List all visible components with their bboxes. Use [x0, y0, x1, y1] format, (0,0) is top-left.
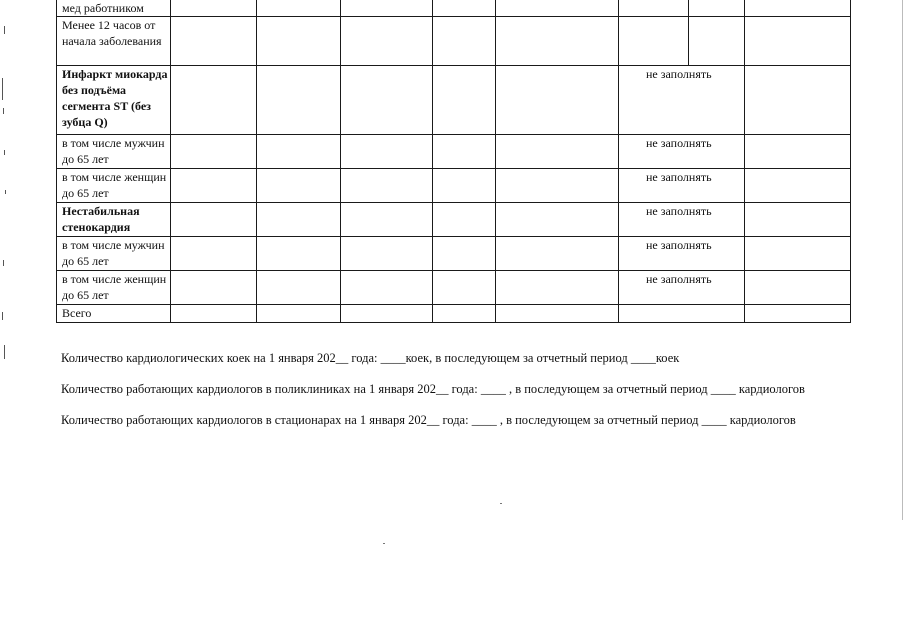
statistics-table [56, 0, 851, 323]
table-cell [745, 66, 851, 135]
table-cell [433, 271, 496, 305]
table-cell [619, 305, 745, 323]
table-cell [257, 135, 341, 169]
table-cell [257, 237, 341, 271]
table-row [57, 0, 851, 17]
table-cell [745, 135, 851, 169]
scan-artifact [500, 503, 502, 504]
scan-artifact [2, 78, 3, 100]
table-cell [257, 17, 341, 66]
table-cell [619, 17, 689, 66]
table-cell [433, 66, 496, 135]
table-cell [171, 135, 257, 169]
row-label: Инфаркт миокарда без подъёма сегмента ST (без зубца Q) [57, 66, 171, 135]
table-cell [341, 135, 433, 169]
table-cell [433, 17, 496, 66]
table-row [57, 237, 851, 271]
table-cell [689, 0, 745, 17]
table-cell [496, 66, 619, 135]
inpatient-cardiologists-statement: Количество работающих кардиологов в стационарах на 1 января 202__ года: ____ , в последующем за отчетный период ____ кардиологов [61, 413, 796, 427]
table-cell [745, 305, 851, 323]
table-row [57, 169, 851, 203]
scan-artifact [4, 345, 5, 359]
not-fill-note: не заполнять [619, 271, 745, 305]
table-cell [496, 0, 619, 17]
table-row [57, 135, 851, 169]
not-fill-note: не заполнять [619, 237, 745, 271]
table-cell [341, 169, 433, 203]
table-cell [496, 271, 619, 305]
outpatient-cardiologists-statement: Количество работающих кардиологов в поликлиниках на 1 января 202__ года: ____ , в последующем за отчетный период ____ кардиологов [61, 382, 805, 396]
table-cell [496, 135, 619, 169]
table-cell [496, 237, 619, 271]
table-cell [745, 169, 851, 203]
scan-artifact [5, 190, 6, 194]
table-cell [433, 0, 496, 17]
scan-artifact [2, 312, 3, 320]
table-cell [496, 203, 619, 237]
table-cell [341, 271, 433, 305]
table-cell [745, 271, 851, 305]
row-label: в том числе мужчин до 65 лет [57, 135, 171, 169]
table-cell [496, 17, 619, 66]
table-cell [745, 203, 851, 237]
not-fill-note: не заполнять [619, 203, 745, 237]
row-label: в том числе женщин до 65 лет [57, 169, 171, 203]
scan-artifact [4, 150, 5, 155]
scan-artifact [383, 543, 385, 544]
scan-edge [902, 0, 903, 520]
table-cell [171, 17, 257, 66]
row-label: Менее 12 часов от начала заболевания [57, 17, 171, 66]
table-row [57, 203, 851, 237]
beds-count-statement: Количество кардиологических коек на 1 января 202__ года: ____коек, в последующем за отчетный период ____коек [61, 351, 680, 365]
table-cell [171, 237, 257, 271]
table-cell [433, 203, 496, 237]
table-row [57, 305, 851, 323]
table-cell [257, 305, 341, 323]
table-cell [257, 0, 341, 17]
table-cell [171, 0, 257, 17]
table-cell [341, 237, 433, 271]
not-fill-note: не заполнять [619, 66, 745, 135]
table-cell [171, 66, 257, 135]
table-cell [171, 271, 257, 305]
row-label: мед работником [57, 0, 171, 17]
table-cell [689, 17, 745, 66]
table-cell [257, 203, 341, 237]
scan-artifact [3, 260, 4, 266]
table-cell [171, 169, 257, 203]
table-row [57, 66, 851, 135]
table-cell [619, 0, 689, 17]
table-cell [433, 305, 496, 323]
not-fill-note: не заполнять [619, 169, 745, 203]
table-cell [341, 17, 433, 66]
table-cell [171, 305, 257, 323]
table-cell [257, 169, 341, 203]
table-cell [433, 237, 496, 271]
not-fill-note: не заполнять [619, 135, 745, 169]
table-cell [433, 135, 496, 169]
row-label: в том числе мужчин до 65 лет [57, 237, 171, 271]
table-cell [257, 66, 341, 135]
table-cell [341, 305, 433, 323]
table-cell [496, 305, 619, 323]
row-label: Нестабильная стенокардия [57, 203, 171, 237]
scan-artifact [3, 108, 4, 114]
table-cell [745, 0, 851, 17]
table-row [57, 271, 851, 305]
table-cell [341, 0, 433, 17]
table-row [57, 17, 851, 66]
table-cell [341, 203, 433, 237]
scan-artifact [4, 26, 5, 34]
table-cell [745, 237, 851, 271]
row-label: Всего [57, 305, 171, 323]
table-cell [257, 271, 341, 305]
table-cell [745, 17, 851, 66]
table-cell [433, 169, 496, 203]
table-cell [341, 66, 433, 135]
table-cell [171, 203, 257, 237]
table-cell [496, 169, 619, 203]
row-label: в том числе женщин до 65 лет [57, 271, 171, 305]
